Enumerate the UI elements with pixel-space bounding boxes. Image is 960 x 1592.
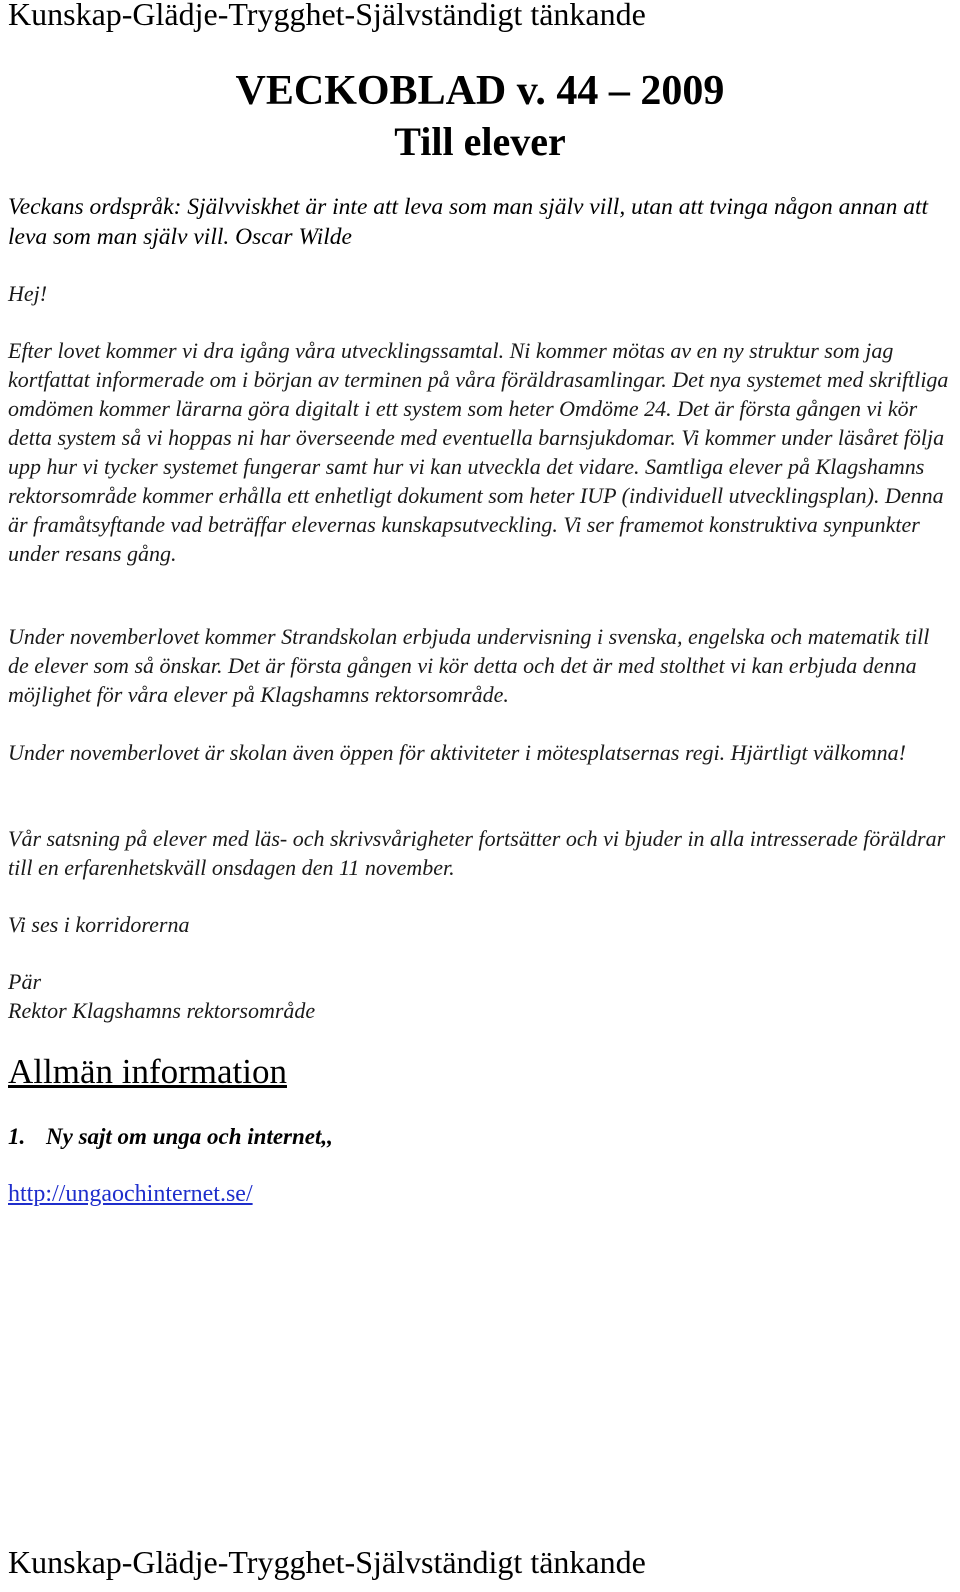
paragraph-reading-support: Vår satsning på elever med läs- och skrivsvårigheter fortsätter och vi bjuder in alla intresserade föräldrar till en erfarenhetskväll onsdagen den 11 november. [8,826,946,880]
page-subtitle: Till elever [394,119,566,164]
signature-title: Rektor Klagshamns rektorsområde [8,998,316,1023]
website-link[interactable]: http://ungaochinternet.se/ [8,1181,253,1207]
weekly-proverb [8,192,948,252]
signature [8,967,953,1025]
greeting: Hej! [8,281,48,306]
footer-motto: Kunskap-Glädje-Trygghet-Självständigt tänkande [8,1544,646,1580]
paragraph-november-teaching: Under novemberlovet kommer Strandskolan erbjuda undervisning i svenska, engelska och matematik till de elever som så önskar. Det är första gången vi kör detta och det är med stolthet vi kan erbjuda denna möjlighet för våra elever på Klagshamns rektorsområde. [8,624,930,707]
paragraph-development-talks: Efter lovet kommer vi dra igång våra utvecklingssamtal. Ni kommer mötas av en ny struktur som jag kortfattat informerade om i början av terminen på våra föräldrasamlingar. Det nya systemet med skriftliga omdömen kommer lärarna göra digitalt i ett system som heter Omdöme 24. Det är första gången vi kör detta system så vi hoppas ni har överseende med eventuella barnsjukdomar. Vi kommer under läsåret följa upp hur vi tycker systemet fungerar samt hur vi kan utveckla det vidare. Samtliga elever på Klagshamns rektorsområde kommer erhålla ett enhetligt dokument som heter IUP (individuell utvecklingsplan). Denna är framåtsyftande vad beträffar elevernas kunskapsutveckling. Vi ser framemot konstruktiva synpunkter under resans gång. [8,338,949,566]
proverb-text: : Självviskhet är inte att leva som man själv vill, utan att tvinga någon annan att leva som man själv vill. Oscar Wilde [8,194,929,250]
paragraph-november-activities: Under novemberlovet är skolan även öppen för aktiviteter i mötesplatsernas regi. Hjärtligt välkomna! [8,740,906,765]
section-heading: Allmän information [8,1052,287,1091]
info-item [8,1122,333,1152]
page-title: VECKOBLAD v. 44 – 2009 [235,68,725,114]
paragraph-closing: Vi ses i korridorerna [8,912,190,937]
signature-name: Pär [8,969,41,994]
header-motto: Kunskap-Glädje-Trygghet-Självständigt tänkande [8,0,646,32]
info-item-text: Ny sajt om unga och internet,, [46,1124,333,1149]
info-item-number: 1. [8,1124,26,1149]
proverb-label: Veckans ordspråk [8,194,174,220]
